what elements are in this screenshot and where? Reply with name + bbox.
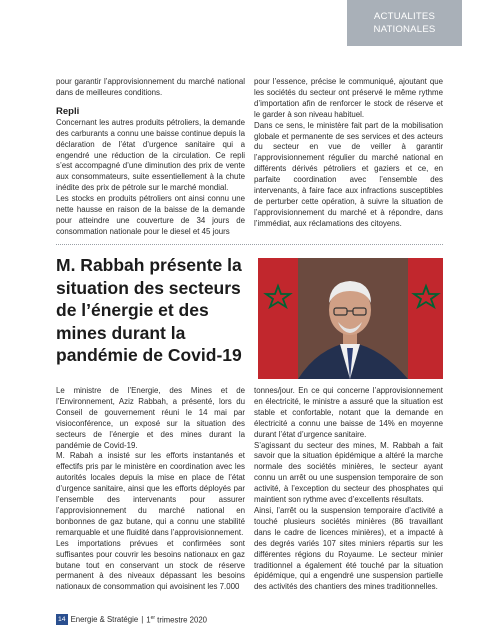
headline-name: M. Rabbah [56,255,145,275]
paragraph: Les importations prévues et confirmées sont suffisantes pour couvrir les besoins nationaux en gaz butane tout en conservant un stock de réserve permanent à des niveaux dépassant les besoins nationaux de consommation qui avoisinent les 7.000 [56,538,245,592]
page-number: 14 [58,616,66,623]
paragraph: S’agissant du secteur des mines, M. Rabbah a fait savoir que la situation épidémique a altéré la marche normale des sociétés minières, le secteur ayant connu un arrêt ou une suspension temporaire de son activité, à l’exception du secteur des phosphates qui maintient son rythme avec d’excellents résultats. [254,440,443,505]
issue-period: trimestre 2020 [155,615,208,625]
intro-paragraph: pour garantir l’approvisionnement du marché national dans de meilleures conditions. [56,77,245,97]
article-headline [56,254,246,367]
top-left-column [56,77,245,238]
paragraph: Dans ce sens, le ministère fait part de la mobilisation globale et permanente de ses services et des acteurs du secteur en vue de veiller à garantir l’approvisionnement régulier du marché national en différents dérivés pétroliers et gaziers et ce, en parfaite coordination avec l’ensemble des intervenants, à faire face aux infractions susceptibles de perturber cette opération, à suivre la situation de l’approvisionnement du marché et à répondre, dans l’immédiat, aux réclamations des citoyens. [254,120,443,228]
top-right-column [254,77,443,230]
issue-superscript: er [150,614,156,621]
minister-photo-illustration [258,258,443,379]
footer-separator: | [141,615,144,624]
section-tag [347,0,462,46]
section-tag-line1: ACTUALITES [373,11,436,22]
paragraph: Ainsi, l’arrêt ou la suspension temporaire d’activité a touché plusieurs sociétés minières (86 travaillant dans le cadre de licences minières), et a impacté à des degrés variés 107 sites miniers répartis sur les différentes régions du Royaume. Le secteur minier traditionnel a également été touché par la situation épidémique, qui a engendré une suspension partielle des activités des chantiers des mines traditionnelles. [254,505,443,592]
section-divider [56,244,443,245]
paragraph: Les stocks en produits pétroliers ont ainsi connu une nette hausse en raison de la baisse de la demande pour atteindre une couverture de 34 jours de consommation nationale pour le diesel et 45 jours [56,194,245,236]
issue-label [146,615,207,625]
paragraph: M. Rabah a insisté sur les efforts instantanés et effectifs pris par le ministère en coordination avec les autorités locales depuis la mise en place de l’état d’urgence sanitaire, ainsi que les efforts déployés par l’ensemble des intervenants pour assurer l’approvisionnement du marché national en bonbonnes de gaz butane, qui a connu une stabilité remarquable et une fluidité dans l’approvisionnement. [56,451,245,537]
section-tag-line2: NATIONALES [373,24,436,35]
magazine-name: Energie & Stratégie [70,615,139,624]
page-footer [56,614,207,625]
subhead-repli: Repli [56,105,80,117]
issue-number: 1 [146,615,151,625]
paragraph: tonnes/jour. En ce qui concerne l’approvisionnement en électricité, le ministre a assuré que la situation est stable et confortable, notant que la demande en électricité a connu une baisse de 14% en moyenne durant l’état d’urgence sanitaire. [254,386,443,439]
paragraph: Le ministre de l’Energie, des Mines et de l’Environnement, Aziz Rabbah, a présenté, lors du Conseil de gouvernement réuni le 14 mai par visioconférence, un exposé sur la situation des secteurs de l’énergie et des mines durant la pandémie de Covid-19. [56,386,245,450]
bottom-right-column [254,386,443,593]
minister-photo [258,258,443,379]
bottom-left-column [56,386,245,593]
paragraph: pour l’essence, précise le communiqué, ajoutant que les sociétés du secteur ont préservé le même rythme d’importation afin de renforcer le stock de réserve et le garder à son niveau habituel. [254,77,443,119]
paragraph: Concernant les autres produits pétroliers, la demande des carburants a connu une baisse continue depuis la déclaration de l’état d’urgence sanitaire qui a engendré une réduction de la circulation. Ce repli s’est accompagné d’une diminution des prix de vente aux consommateurs, suite essentiellement à la chute inédite des prix de pétrole sur le marché mondial. [56,117,245,193]
headline-rest: présente la situation des secteurs de l’énergie et des mines durant la pandémie de Covid-19 [56,255,242,365]
